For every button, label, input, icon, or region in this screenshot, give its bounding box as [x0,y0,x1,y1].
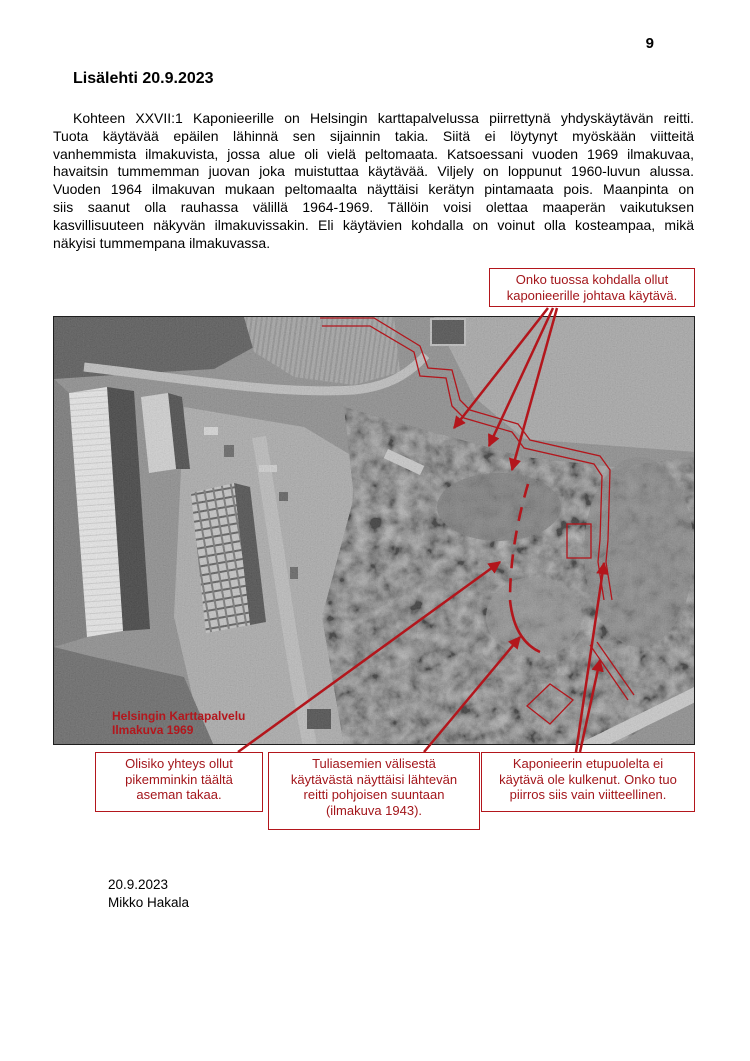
callout-line: Kaponieerin etupuolelta ei [512,756,664,771]
callout-bottom-left [95,752,263,812]
photo-caption [112,709,245,737]
callout-bottom-middle [268,752,480,830]
callout-top [489,268,695,307]
photo-caption-line: Ilmakuva 1969 [112,723,194,737]
aerial-photo-image [54,317,695,745]
body-line: vanhemmista ilmakuvista, jossa alue oli vielä peltomaata. Katsoessani vuoden 1969 ilmakuvaa, [53,145,694,162]
callout-line: kaponieerille johtava käytävä. [506,287,678,303]
signature [108,876,189,911]
body-paragraph [53,110,694,252]
callout-line: pikemminkin täältä [125,771,233,787]
body-line: siis saanut olla rauhassa välillä 1964-1969. Tällöin voisi olettaa maaperän vaikutuksen [53,198,694,215]
callout-line: reitti pohjoisen suuntaan [303,787,445,802]
callout-line: piirros siis vain viitteellinen. [509,787,667,802]
callout-line: Tuliasemien välisestä [312,756,436,771]
page-title: Lisälehti 20.9.2023 [73,70,214,87]
body-line: Vuoden 1964 ilmakuvan mukaan peltomaalta näyttäisi kerätyn pintamaata pois. Maanpinta on [53,181,694,198]
callout-line: käytävä ole kulkenut. Onko tuo [499,771,677,787]
signature-name: Mikko Hakala [108,894,190,910]
callout-line: käytävästä näyttäisi lähtevän [290,771,458,787]
callout-bottom-right [481,752,695,812]
body-line: Tuota käytävää epäilen lähinnä sen sijainnin takia. Siitä ei löytynyt myöskään viitteitä [53,127,694,144]
callout-line: aseman takaa. [136,787,222,802]
signature-date: 20.9.2023 [108,877,169,892]
photo-grain [54,317,695,745]
callout-line: Olisiko yhteys ollut [125,756,233,771]
body-line: kasvillisuuteen näkyvän ilmakuvissakin. Eli käytävien kohdalla on voinut olla kosteampaa, mikä [53,216,694,233]
aerial-photo [53,316,695,745]
callout-line: (ilmakuva 1943). [325,802,423,818]
page-number: 9 [645,35,654,52]
body-line: näkyisi tummempana ilmakuvassa. [53,234,271,251]
callout-line: Onko tuossa kohdalla ollut [515,272,669,287]
body-line: havaitsin tummemman juovan joka muistuttaa käytävää. Viljely on loppunut 1960-luvun alussa. [53,163,694,180]
body-line: Kohteen XXVII:1 Kaponieerille on Helsingin karttapalvelussa piirrettynä yhdyskäytävän reitti. [73,110,694,126]
photo-caption-line: Helsingin Karttapalvelu [112,709,246,723]
